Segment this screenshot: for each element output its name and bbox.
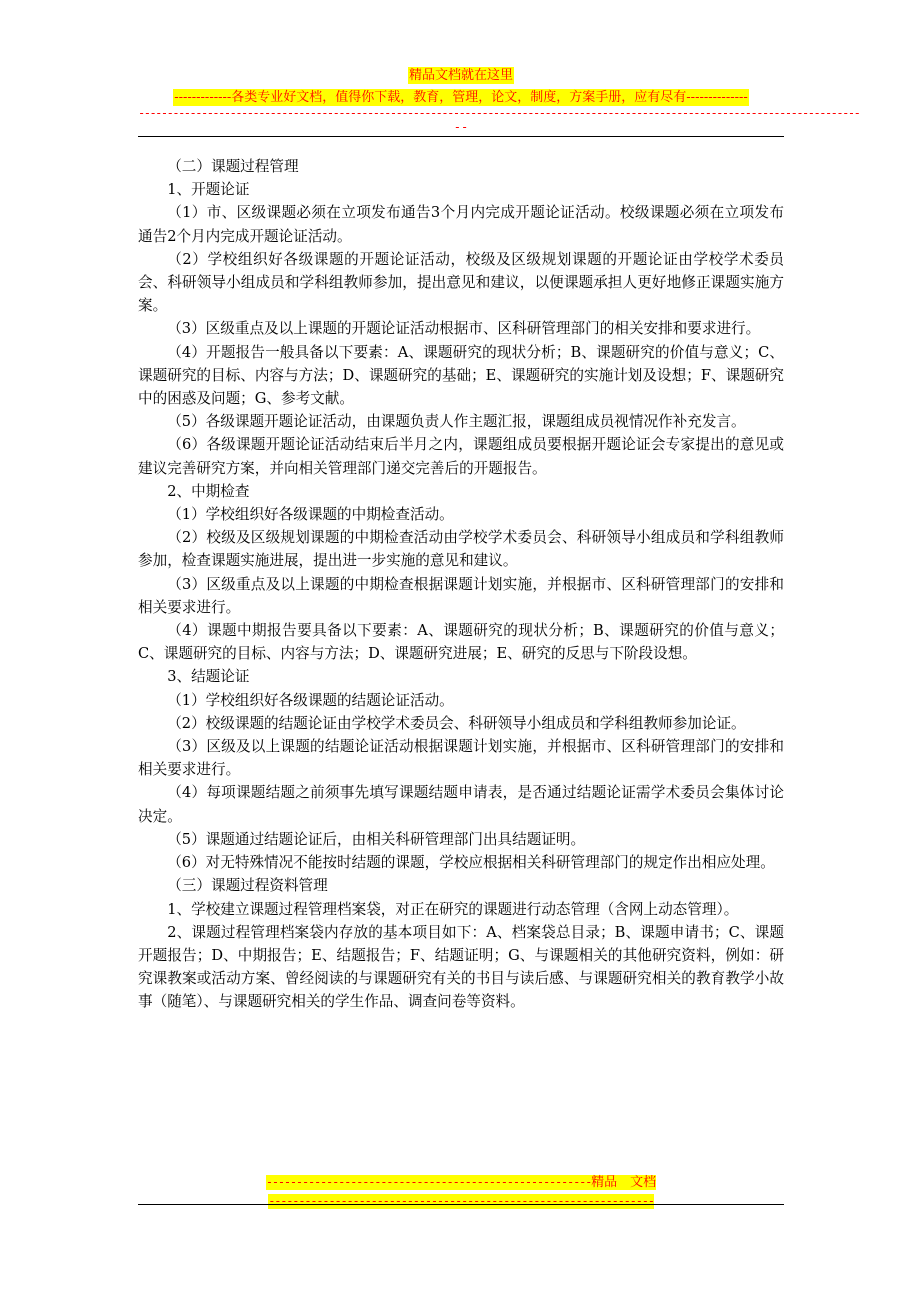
- paragraph: （4）每项课题结题之前须事先填写课题结题申请表，是否通过结题论证需学术委员会集体讨论决定。: [138, 784, 784, 825]
- paragraph: （1）市、区级课题必须在立项发布通告3个月内完成开题论证活动。校级课题必须在立项发布通告2个月内完成开题论证活动。: [138, 204, 784, 245]
- document-body: [138, 155, 784, 1014]
- paragraph: （5）各级课题开题论证活动，由课题负责人作主题汇报，课题组成员视情况作补充发言。: [167, 413, 746, 431]
- paragraph: （3）区级重点及以上课题的中期检查根据课题计划实施，并根据市、区科研管理部门的安排和相关要求进行。: [138, 575, 784, 616]
- footer-rule: [138, 1204, 784, 1205]
- footer-dashes: ------------------------------------------------------: [265, 1175, 592, 1189]
- subheading-zhongqi: 2、中期检查: [167, 482, 250, 500]
- footer-line-2: ----------------------------------------------------------------: [268, 1194, 654, 1208]
- header-tagline: -------------各类专业好文档，值得你下载，教育，管理，论文，制度，方案手册，应有尽有--------------: [174, 90, 748, 105]
- paragraph: 1、学校建立课题过程管理档案袋，对正在研究的课题进行动态管理（含网上动态管理）。: [167, 900, 739, 918]
- header-dash-line: ------------------------------------------------------------------------------------------------------------------------------: [138, 106, 860, 120]
- paragraph: （3）区级及以上课题的结题论证活动根据课题计划实施，并根据市、区科研管理部门的安排和相关要求进行。: [138, 738, 784, 779]
- subheading-kaiti: 1、开题论证: [167, 181, 250, 199]
- footer-line-1: [266, 1175, 656, 1190]
- paragraph: （2）学校组织好各级课题的开题论证活动，校级及区级规划课题的开题论证由学校学术委员会、科研领导小组成员和学科组教师参加，提出意见和建议，以便课题承担人更好地修正课题实施方案。: [138, 250, 784, 315]
- paragraph: （1）学校组织好各级课题的结题论证活动。: [167, 691, 454, 709]
- paragraph: （3）区级重点及以上课题的开题论证活动根据市、区科研管理部门的相关安排和要求进行。: [167, 320, 761, 338]
- paragraph: （1）学校组织好各级课题的中期检查活动。: [167, 506, 454, 524]
- paragraph: （2）校级及区级规划课题的中期检查活动由学校学术委员会、科研领导小组成员和学科组教师参加，检查课题实施进展，提出进一步实施的意见和建议。: [138, 529, 784, 570]
- header-title: 精品文档就在这里: [408, 68, 513, 83]
- section-heading-3: （三）课题过程资料管理: [167, 877, 328, 895]
- header-rule: [138, 136, 784, 137]
- paragraph: （4）课题中期报告要具备以下要素：A、课题研究的现状分析；B、课题研究的价值与意义；C、课题研究的目标、内容与方法；D、课题研究进展；E、研究的反思与下阶段设想。: [138, 622, 784, 663]
- paragraph: （4）开题报告一般具备以下要素：A、课题研究的现状分析；B、课题研究的价值与意义；C、课题研究的目标、内容与方法；D、课题研究的基础；E、课题研究的实施计划及设想；F、课题研究中的困惑及问题；G、参考文献。: [138, 343, 784, 408]
- paragraph: （5）课题通过结题论证后，由相关科研管理部门出具结题证明。: [167, 830, 586, 848]
- section-heading-2: （二）课题过程管理: [167, 158, 299, 175]
- footer-word: 精品 文档: [591, 1175, 657, 1190]
- subheading-jieti: 3、结题论证: [167, 668, 250, 686]
- paragraph: （6）各级课题开题论证活动结束后半月之内，课题组成员要根据开题论证会专家提出的意见或建议完善研究方案，并向相关管理部门递交完善后的开题报告。: [138, 436, 784, 477]
- page-header: [138, 64, 860, 134]
- paragraph: （6）对无特殊情况不能按时结题的课题，学校应根据相关科研管理部门的规定作出相应处理。: [167, 854, 775, 872]
- paragraph: （2）校级课题的结题论证由学校学术委员会、科研领导小组成员和学科组教师参加论证。: [167, 714, 746, 732]
- paragraph: 2、课题过程管理档案袋内存放的基本项目如下：A、档案袋总目录；B、课题申请书；C、课题开题报告；D、中期报告；E、结题报告；F、结题证明；G、与课题相关的其他研究资料，例如：研究课教案或活动方案、曾经阅读的与课题研究有关的书目与读后感、与课题研究相关的教育教学小故事（随笔）、与课题研究相关的学生作品、调查问卷等资料。: [138, 923, 784, 1011]
- header-dash-tail: --: [453, 120, 469, 134]
